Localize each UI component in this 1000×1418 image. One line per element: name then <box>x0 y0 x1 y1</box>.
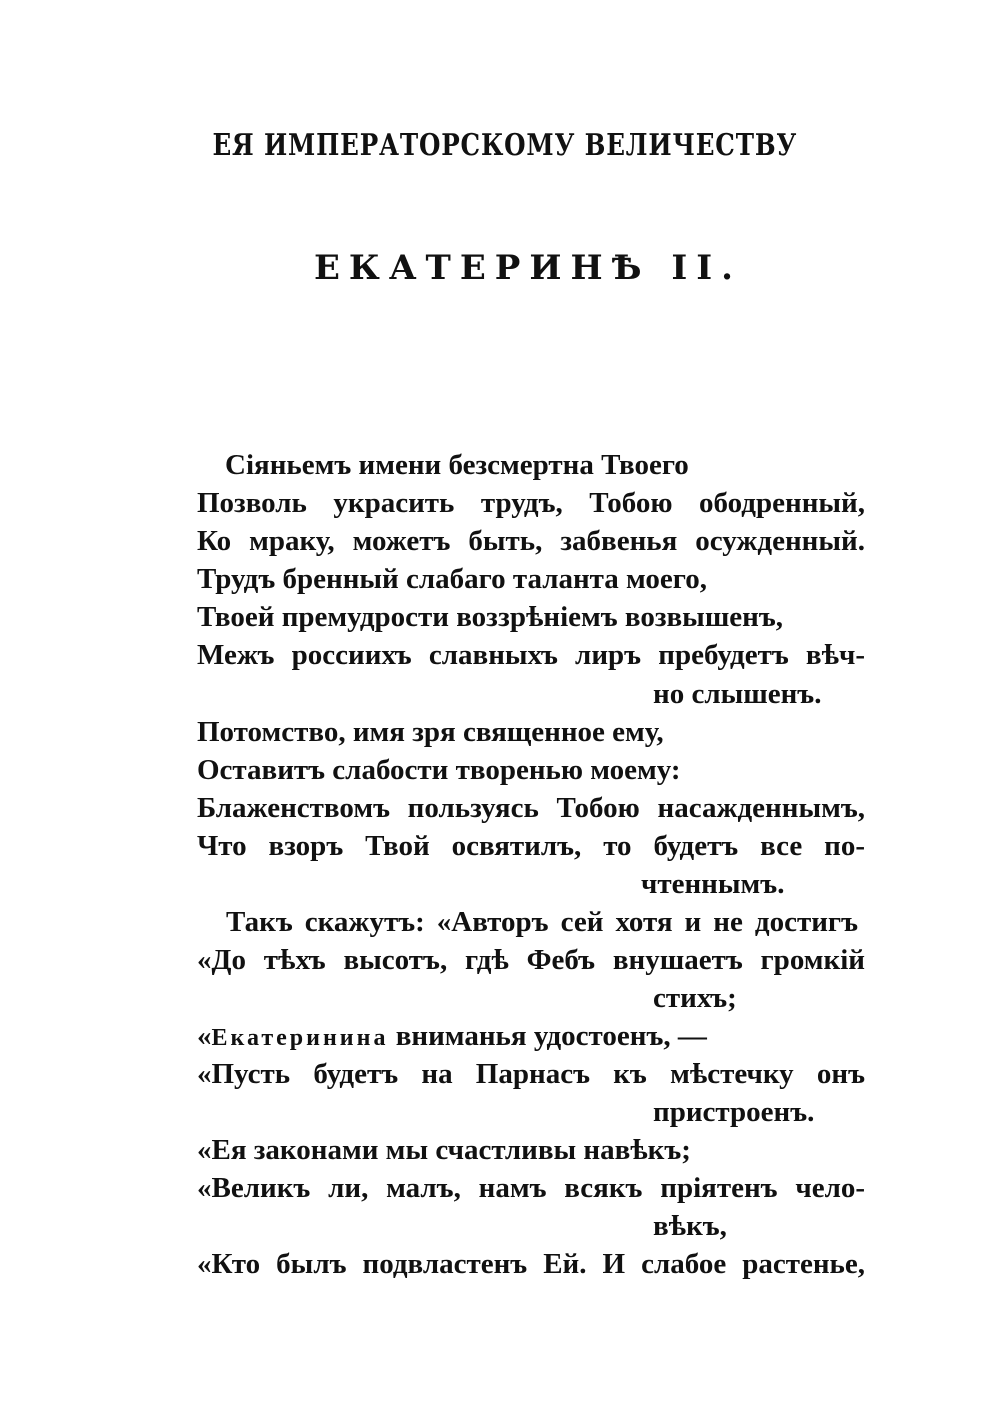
poem-line: Оставитъ слабости творенью моему: <box>197 754 681 786</box>
poem-line: «Кто былъ подвластенъ Ей. И слабое растенье, <box>197 1248 865 1280</box>
poem-line-composite <box>197 1018 865 1056</box>
poem-line: Твоей премудрости воззрѣніемъ возвышенъ, <box>197 601 784 633</box>
title-text: ЕКАТЕРИНѢ II. <box>314 248 742 288</box>
poem-line-continuation: вѣкъ, <box>653 1210 727 1242</box>
poem-line: Трудъ бренный слабаго таланта моего, <box>197 563 707 595</box>
poem-line-continuation: стихъ; <box>653 982 737 1014</box>
poem-line: «Ея законами мы счастливы навѣкъ; <box>197 1134 691 1166</box>
poem-line: Такъ скажутъ: «Авторъ сей хотя и не достигъ <box>226 906 858 938</box>
poem-line: Ко мраку, можетъ быть, забвенья осужденный. <box>197 525 865 557</box>
poem-line: Сіяньемъ имени безсмертна Твоего <box>225 449 689 481</box>
name-small-caps: Екатеринина <box>211 1025 389 1051</box>
line-remainder: вниманья удостоенъ, — <box>388 1020 707 1052</box>
poem-line: «До тѣхъ высотъ, гдѣ Фебъ внушаетъ громкій <box>197 944 865 976</box>
quote-mark: « <box>197 1020 212 1052</box>
dedication-text: ЕЯ ИМПЕРАТОРСКОМУ ВЕЛИЧЕСТВУ <box>212 128 798 163</box>
poem-line: Межъ россиихъ славныхъ лиръ пребудетъ вѣч- <box>197 639 865 671</box>
poem-line: Что взоръ Твой освятилъ, то будетъ все по- <box>197 830 865 862</box>
poem-line: Потомство, имя зря священное ему, <box>197 716 664 748</box>
poem-line: Позволь украсить трудъ, Тобою ободренный, <box>197 487 865 519</box>
poem-line: «Пусть будетъ на Парнасъ къ мѣстечку онъ <box>197 1058 865 1090</box>
poem-line: Блаженствомъ пользуясь Тобою насажденнымъ, <box>197 792 865 824</box>
poem-line-continuation: пристроенъ. <box>653 1096 815 1128</box>
poem-line: «Великъ ли, малъ, намъ всякъ пріятенъ чело- <box>197 1172 865 1204</box>
poem-line-continuation: но слышенъ. <box>653 678 822 710</box>
poem-line-continuation: чтеннымъ. <box>641 868 785 900</box>
